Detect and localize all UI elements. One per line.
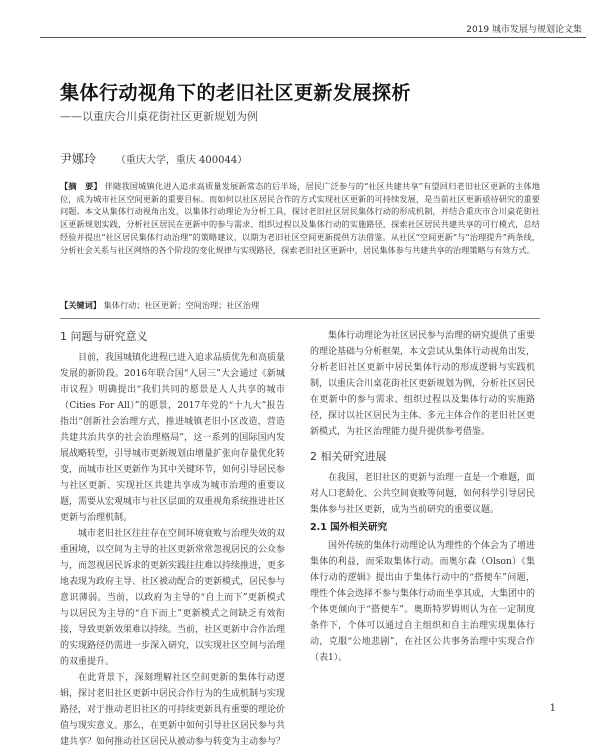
- section-1-paragraph-3: 在此背景下，深刻理解社区空间更新的集体行动逻辑，探讨老旧社区更新中居民合作行为的生成机制与实现路径，对于推动老旧社区的可持续更新具有重要的理论价值与现实意义。那么，在更新中如何引导社区居民参与共建共享？如何推动社区居民从被动参与转变为主动参与？: [60, 673, 286, 747]
- keywords: [60, 300, 540, 311]
- section-1-paragraph-1: 目前，我国城镇化进程已进入追求品质优先和高质量发展的新阶段。2016年联合国“人居三”大会通过《新城市议程》明确提出“我们共同的愿景是人人共享的城市（Cities For All）”的愿景，2017年党的“十九大”报告指出“创新社会治理方式，推进城镇老旧小区改造，营造共建共治共享的社会治理格局”，这一系列的国际国内发展战略转型，引导城市更新规划由增量扩张向存量优化转变，而城市社区更新作为其中关键环节，如何引导居民参与社区更新、实现社区共建共享成为城市治理的重要议题，需要从宏观城市与社区层面的双重视角系统推进社区更新与治理机制。: [60, 353, 286, 523]
- author-affiliation: （重庆大学，重庆 400044）: [115, 155, 248, 166]
- paper-subtitle: ——以重庆合川桌花街社区更新规划为例: [60, 110, 258, 123]
- section-2-1-heading: 2.1 国外相关研究: [310, 522, 388, 533]
- abstract-label: 【摘 要】: [60, 181, 102, 191]
- section-2-paragraph-1: 在我国，老旧社区的更新与治理一直是一个难题，面对人口老龄化、公共空间衰败等问题，如何科学引导居民集体参与社区更新，成为当前研究的重要议题。: [310, 473, 536, 515]
- left-column: [60, 328, 285, 750]
- abstract: [60, 180, 540, 256]
- abstract-text: 伴随我国城镇化进入追求高质量发展新常态的后半场，居民广泛参与的“社区共建共享”有望回归老旧社区更新的主体地位，成为城市社区空间更新的重要目标。而如何以社区居民合作的方式实现社区更新的可持续发展，是当前社区更新亟待研究的重要问题。本文从集体行动视角出发，以集体行动理论为分析工具，探讨老旧社区居民集体行动的形成机制，并结合重庆市合川桌花街社区更新规划实践，分析社区居民在更新中的参与需求、组织过程以及集体行动的实施路径，探索社区居民共建共享的可行模式，总结经验并提出“社区居民集体行动治理”的策略建议，以期为老旧社区空间更新提供方法借鉴。从社区“空间更新”与“治理提升”两条线，分析社会关系与社区网络的各个阶段的变化规律与实现路径，探索老旧社区更新中，居民集体参与共建共享的治理策略与有效方式。: [60, 181, 540, 255]
- running-head: 2019 城市发展与规划论文集: [466, 25, 582, 35]
- right-column: [310, 328, 535, 666]
- section-1-paragraph-2: 城市老旧社区往往存在空间环境衰败与治理失效的双重困境，以空间为主导的社区更新常常忽视居民的公众参与，而忽视居民诉求的更新实践往往难以持续推进，更多地表现为政府主导、社区被动配合的更新模式，居民参与意识薄弱。当前，以政府为主导的“自上而下”更新模式与以居民为主导的“自下而上”更新模式之间缺乏有效衔接，导致更新效果难以持续。当前，社区更新中合作治理的实现路径仍需进一步深入研究，以实现社区空间与治理的双重提升。: [60, 529, 286, 667]
- keywords-rule: [60, 318, 540, 319]
- keywords-label: 【关键词】: [60, 300, 101, 310]
- section-1-paragraph-4: 集体行动理论为社区居民参与治理的研究提供了重要的理论基础与分析框架，本文尝试从集体行动视角出发，分析老旧社区更新中居民集体行动的形成逻辑与实践机制，以重庆合川桌花街社区更新规划为例，分析社区居民在更新中的参与需求、组织过程以及集体行动的实施路径，探讨以社区居民为主体、多元主体合作的老旧社区更新模式，为社区治理能力提升提供参考借鉴。: [310, 331, 536, 437]
- keywords-text: 集体行动；社区更新；空间治理；社区治理: [103, 300, 260, 310]
- section-1-heading: 1 问题与研究意义: [60, 330, 148, 343]
- author-name: 尹娜玲: [60, 152, 97, 166]
- page-number: 1: [549, 703, 556, 714]
- section-2-heading: 2 相关研究进展: [310, 450, 387, 463]
- author-line: [60, 150, 247, 167]
- section-2-1-paragraph-1: 国外传统的集体行动理论认为理性的个体会为了增进集体的利益，而采取集体行动。而奥尔森（Olson）《集体行动的逻辑》提出由于集体行动中的“搭便车”问题，理性个体会选择不参与集体行动而坐享其成，大集团中的个体更倾向于“搭便车”。奥斯特罗姆则认为在一定制度条件下，个体可以通过自主组织和自主治理实现集体行动，克服“公地悲剧”，在社区公共事务治理中实现合作（表1）。: [310, 541, 536, 663]
- paper-title: 集体行动视角下的老旧社区更新发展探析: [60, 82, 412, 104]
- header-rule: [40, 37, 586, 38]
